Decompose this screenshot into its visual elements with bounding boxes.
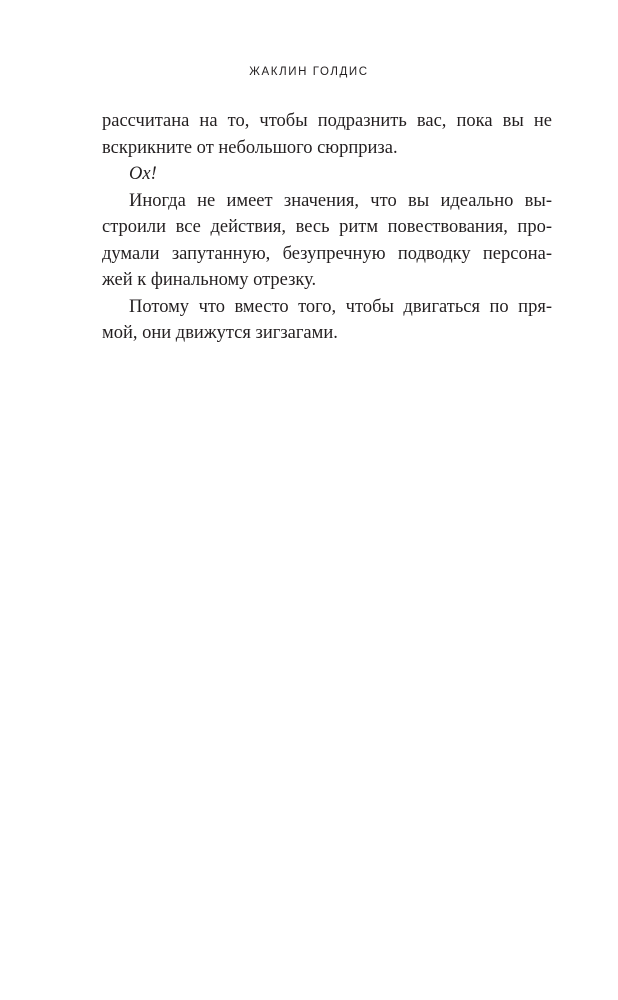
text-line: Потому что вместо того, чтобы двигаться по пря- bbox=[129, 296, 552, 317]
text-line-exclamation: Ох! bbox=[129, 164, 157, 184]
running-head: ЖАКЛИН ГОЛДИС bbox=[249, 66, 369, 78]
text-line: вскрикните от небольшого сюрприза. bbox=[102, 137, 398, 158]
body-text bbox=[102, 108, 552, 347]
text-line: думали запутанную, безупречную подводку персона- bbox=[102, 243, 552, 264]
text-line: мой, они движутся зигзагами. bbox=[102, 323, 338, 343]
text-line: жей к финальному отрезку. bbox=[102, 270, 317, 290]
text-line: строили все действия, весь ритм повествования, про- bbox=[102, 217, 552, 237]
text-line: Иногда не имеет значения, что вы идеально вы- bbox=[129, 190, 552, 211]
text-line: рассчитана на то, чтобы подразнить вас, пока вы не bbox=[102, 111, 552, 131]
